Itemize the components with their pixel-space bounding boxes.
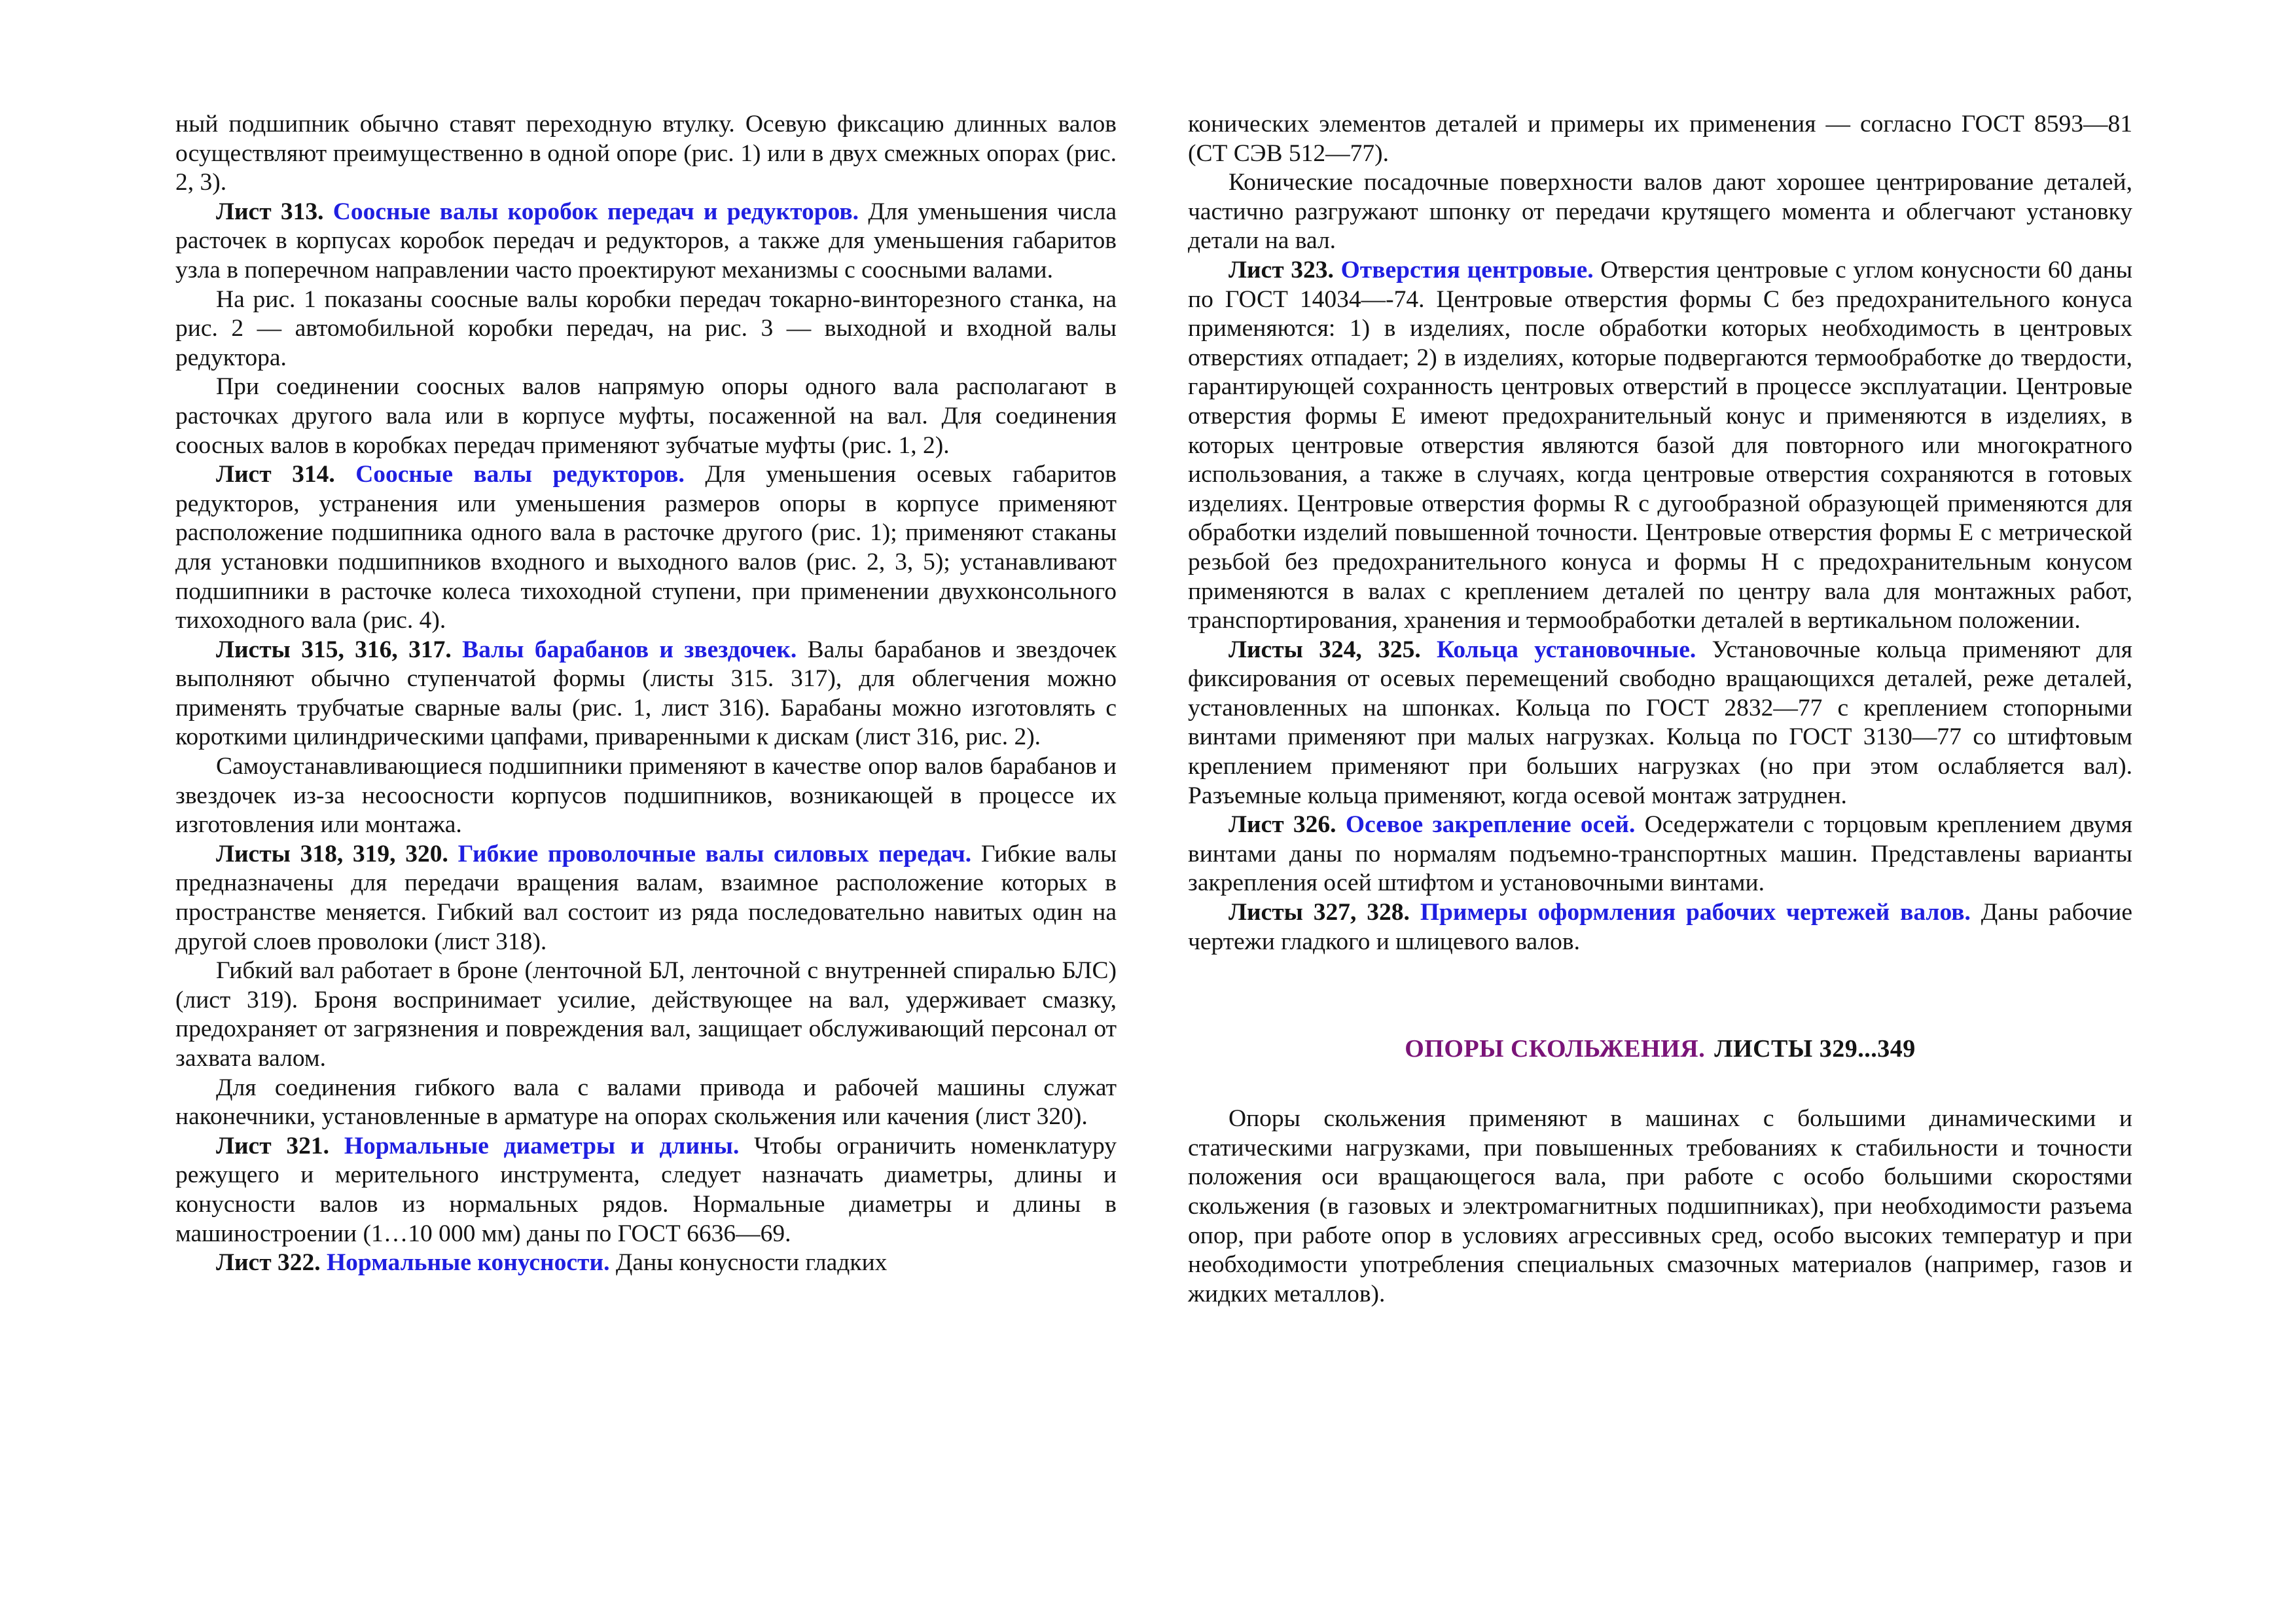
sheet-text: Чтобы ограничить номенклатуру режущего и мерительного инструмента, следует назначать диаметры, длины и конусности валов из нормальных рядов. Нормальные диаметры и длины в машиностроении (1…10 000 мм) даны по ГОСТ 6636—69. [175, 1132, 1117, 1247]
sheet-number: Листы 324, 325. [1229, 636, 1421, 663]
sheet-title: Гибкие проволочные валы силовых передач. [457, 840, 972, 867]
sheet-number: Лист 322. [216, 1249, 321, 1277]
sheet-number: Листы 327, 328. [1229, 899, 1410, 926]
sheet-title: Отверстия центровые. [1340, 256, 1594, 283]
paragraph: На рис. 1 показаны соосные валы коробки передач токарно-винторезного станка, на рис. 2 — автомобильной коробки передач, на рис. 3 — выходной и входной валы редуктора. [175, 285, 1117, 371]
sheet-number: Лист 321. [216, 1132, 330, 1159]
sheet-number: Лист 313. [216, 198, 324, 225]
sheet-number: Листы 315, 316, 317. [216, 636, 452, 663]
sheet-paragraph [1188, 898, 2132, 957]
sheet-text: Для уменьшения осевых габаритов редукторов, устранения или уменьшения размеров опоры в корпусе применяют расположение подшипника одного вала в расточке другого (рис. 1); применяют стаканы для установки подшипников входного и выходного валов (рис. 2, 3, 5); устанавливают подшипники в расточке колеса тихоходной ступени, при применении двухконсольного тихоходного вала (рис. 4). [175, 461, 1117, 634]
sheet-title: Нормальные диаметры и длины. [344, 1132, 740, 1159]
sheet-paragraph [175, 198, 1117, 285]
sheet-text: Оседержатели с торцовым креплением двумя винтами даны по нормалям подъемно-транспортных машин. Представлены варианты закрепления осей штифтом и установочными винтами. [1188, 811, 2133, 897]
sheet-title: Нормальные конусности. [327, 1249, 610, 1277]
paragraph: Опоры скольжения применяют в машинах с большими динамическими и статическими нагрузками, при повышенных требованиях к стабильности и точности положения оси вращающегося вала, при работе с особо большими скоростями скольжения (в газовых и электромагнитных подшипниках), при необходимости разъема опор, при работе опор в условиях агрессивных сред, особо высоких температур и при необходимости употребления специальных смазочных материалов (например, газов и жидких металлов). [1188, 1105, 2132, 1307]
paragraph: ный подшипник обычно ставят переходную втулку. Осевую фиксацию длинных валов осуществляют преимущественно в одной опоре (рис. 1) или в двух смежных опорах (рис. 2, 3). [175, 111, 1117, 196]
sheet-paragraph [175, 1132, 1117, 1249]
sheet-title: Соосные валы редукторов. [355, 461, 685, 488]
sheet-text: Даны рабочие чертежи гладкого и шлицевого валов. [1188, 899, 2132, 955]
paragraph: Для соединения гибкого вала с валами привода и рабочей машины служат наконечники, установленные в арматуре на опорах скольжения или качения (лист 320). [175, 1074, 1117, 1131]
sheet-text: Установочные кольца применяют для фиксирования от осевых перемещений свободно вращающихся деталей, реже деталей, установленных на шпонках. Кольца по ГОСТ 2832—77 с креплением стопорными винтами применяют при малых нагрузках. Кольца по ГОСТ 3130—77 со штифтовым креплением применяют при больших нагрузках (но при этом ослабляется вал). Разъемные кольца применяют, когда осевой монтаж затруднен. [1188, 636, 2133, 809]
sheet-text: Гибкие валы предназначены для передачи вращения валам, взаимное расположение которых в пространстве меняется. Гибкий вал состоит из ряда последовательно навитых один на другой слоев проволоки (лист 318). [175, 840, 1117, 955]
section-heading-sheets: ЛИСТЫ 329...349 [1714, 1035, 1916, 1063]
sheet-title: Кольца установочные. [1437, 636, 1696, 663]
left-column [175, 110, 1117, 1278]
sheet-text: Даны конусности гладких [615, 1249, 888, 1277]
sheet-title: Соосные валы коробок передач и редукторов. [332, 198, 859, 225]
sheet-title: Валы барабанов и звездочек. [462, 636, 797, 663]
paragraph: конических элементов деталей и примеры их применения — согласно ГОСТ 8593—81 (СТ СЭВ 512—77). [1188, 111, 2132, 167]
sheet-paragraph [1188, 636, 2132, 811]
sheet-number: Лист 314. [216, 461, 335, 488]
sheet-paragraph [175, 460, 1117, 636]
sheet-title: Осевое закрепление осей. [1345, 811, 1636, 839]
sheet-text: Отверстия центровые с углом конусности 60 даны по ГОСТ 14034—-74. Центровые отверстия формы С без предохранительного конуса применяются: 1) в изделиях, после обработки которых необходимость в центровых отверстиях отпадает; 2) в изделиях, которые подвергаются термообработке до твердости, гарантирующей сохранность центровых отверстий в процессе эксплуатации. Центровые отверстия формы Е имеют предохранительный конус и применяются в изделиях, в которых центровые отверстия являются базой для повторного или многократного использования, а также в случаях, когда центровые отверстия сохраняются в готовых изделиях. Центровые отверстия формы R с дугообразной образующей применяются для обработки изделий повышенной точности. Центровые отверстия формы Е с метрической резьбой без предохранительного конуса и формы Н с предохранительным конусом применяются в валах с креплением деталей по центру вала для монтажных работ, транспортирования, хранения и термообработки деталей в вертикальном положении. [1188, 256, 2133, 634]
section-heading-title: ОПОРЫ СКОЛЬЖЕНИЯ. [1405, 1035, 1706, 1063]
sheet-text: Валы барабанов и звездочек выполняют обычно ступенчатой формы (листы 315. 317), для облегчения можно применять трубчатые сварные валы (рис. 1, лист 316). Барабаны можно изготовлять с короткими цилиндрическими цапфами, приваренными к дискам (лист 316, рис. 2). [175, 636, 1117, 751]
sheet-paragraph [175, 840, 1117, 957]
section-heading [1188, 1034, 2132, 1064]
sheet-paragraph [1188, 811, 2132, 898]
sheet-title: Примеры оформления рабочих чертежей валов. [1420, 899, 1971, 926]
sheet-number: Лист 323. [1229, 256, 1334, 283]
paragraph: Самоустанавливающиеся подшипники применяют в качестве опор валов барабанов и звездочек из-за несоосности корпусов подшипников, возникающей в процессе их изготовления или монтажа. [175, 753, 1117, 839]
sheet-paragraph [175, 1249, 1117, 1278]
paragraph: При соединении соосных валов напрямую опоры одного вала располагают в расточках другого вала или в корпусе муфты, посаженной на вал. Для соединения соосных валов в коробках передач применяют зубчатые муфты (рис. 1, 2). [175, 373, 1117, 459]
sheet-paragraph [1188, 256, 2132, 636]
right-column [1188, 110, 2132, 1309]
sheet-number: Листы 318, 319, 320. [216, 840, 448, 867]
sheet-paragraph [175, 636, 1117, 752]
sheet-number: Лист 326. [1229, 811, 1336, 839]
paragraph: Конические посадочные поверхности валов дают хорошее центрирование деталей, частично разгружают шпонку от передачи крутящего момента и облегчают установку детали на вал. [1188, 169, 2132, 255]
sheet-text: Для уменьшения числа расточек в корпусах коробок передач и редукторов, а также для уменьшения габаритов узла в поперечном направлении часто проектируют механизмы с соосными валами. [175, 198, 1117, 283]
paragraph: Гибкий вал работает в броне (ленточной БЛ, ленточной с внутренней спиралью БЛС) (лист 319). Броня воспринимает усилие, действующее на вал, удерживает смазку, предохраняет от загрязнения и повреждения вал, защищает обслуживающий персонал от захвата валом. [175, 957, 1117, 1072]
